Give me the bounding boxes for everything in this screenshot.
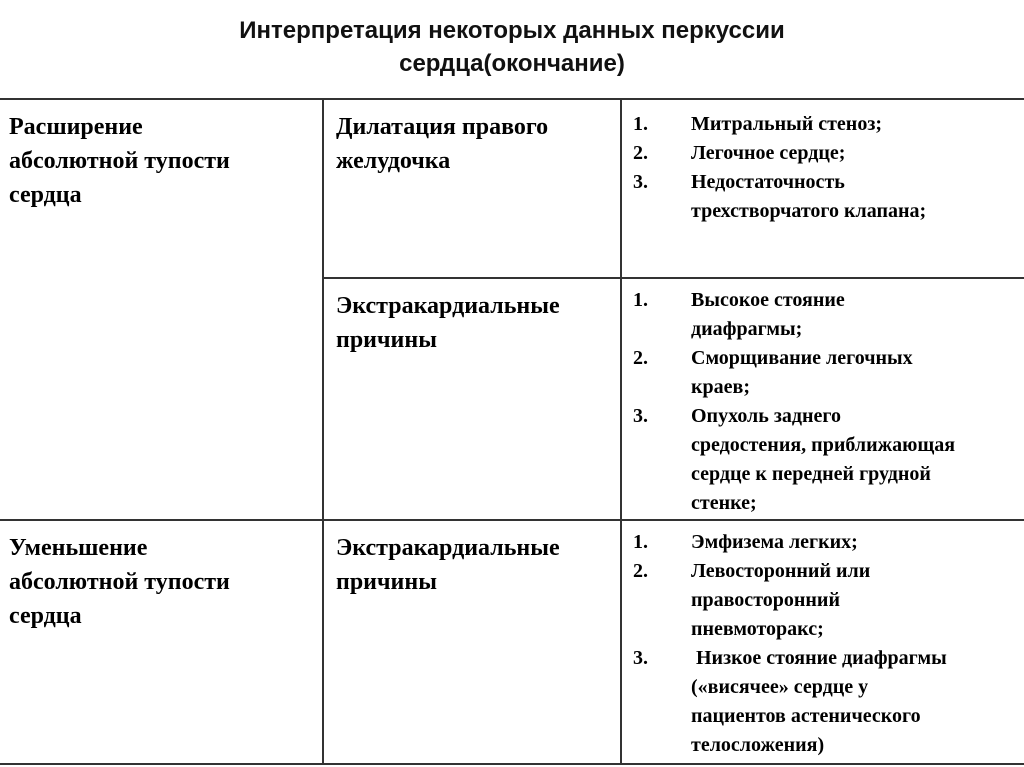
cause-cell-right-ventricle-dilation bbox=[324, 100, 620, 277]
list-item-number: 1. bbox=[633, 113, 648, 135]
list-item bbox=[622, 557, 1024, 644]
category-label: Уменьшение bbox=[9, 535, 148, 561]
list-item-text: пациентов астенического bbox=[691, 705, 921, 727]
list-item-text: телосложения) bbox=[691, 734, 825, 756]
list-item-number: 1. bbox=[633, 531, 648, 553]
list-item-number: 3. bbox=[633, 647, 648, 669]
list-item-text: трехстворчатого клапана; bbox=[691, 200, 927, 222]
list-item-text: Легочное сердце; bbox=[691, 142, 846, 164]
cause-label: Экстракардиальные bbox=[336, 535, 560, 561]
list-item bbox=[622, 286, 1024, 344]
list-item-text: Высокое стояние bbox=[691, 289, 845, 311]
cause-cell-extracardiac bbox=[324, 279, 620, 519]
list-item bbox=[622, 644, 1024, 760]
list-item-text: Эмфизема легких; bbox=[691, 531, 858, 553]
list-item bbox=[622, 139, 1024, 168]
list-item bbox=[622, 344, 1024, 402]
list-item-number: 1. bbox=[633, 289, 648, 311]
slide-title bbox=[0, 14, 1024, 80]
cause-label: желудочка bbox=[336, 148, 451, 174]
category-label: сердца bbox=[9, 182, 82, 208]
percussion-interpretation-table bbox=[0, 98, 1024, 765]
list-item bbox=[622, 168, 1024, 226]
conditions-list bbox=[622, 286, 1024, 518]
conditions-list bbox=[622, 528, 1024, 760]
list-item-text: правосторонний bbox=[691, 589, 840, 611]
cause-label: Дилатация правого bbox=[336, 114, 549, 140]
list-item-text: диафрагмы; bbox=[691, 318, 803, 340]
list-item-text: Митральный стеноз; bbox=[691, 113, 883, 135]
table-bottom-border bbox=[0, 763, 1024, 765]
conditions-cell bbox=[622, 528, 1024, 763]
category-cell-expansion bbox=[0, 100, 322, 519]
category-label: Расширение bbox=[9, 114, 143, 140]
slide-title-line-2: сердца(окончание) bbox=[399, 50, 625, 77]
list-item bbox=[622, 402, 1024, 518]
cause-label: Экстракардиальные bbox=[336, 293, 560, 319]
list-item-number: 2. bbox=[633, 347, 648, 369]
list-item-text: средостения, приближающая bbox=[691, 434, 956, 456]
list-item-number: 2. bbox=[633, 142, 648, 164]
list-item-text: Сморщивание легочных bbox=[691, 347, 913, 369]
list-item-number: 3. bbox=[633, 171, 648, 193]
list-item-text: Опухоль заднего bbox=[691, 405, 841, 427]
list-item bbox=[622, 110, 1024, 139]
conditions-cell bbox=[622, 110, 1024, 277]
list-item-text: («висячее» сердце у bbox=[691, 676, 869, 698]
list-item-text: стенке; bbox=[691, 492, 757, 514]
list-item-number: 3. bbox=[633, 405, 648, 427]
list-item-text: пневмоторакс; bbox=[691, 618, 824, 640]
list-item-text: Левосторонний или bbox=[691, 560, 871, 582]
cause-label: причины bbox=[336, 327, 437, 353]
cause-cell-extracardiac bbox=[324, 521, 620, 763]
list-item bbox=[622, 528, 1024, 557]
list-item-text: Недостаточность bbox=[691, 171, 845, 193]
list-item-text: краев; bbox=[691, 376, 750, 398]
slide-title-line-1: Интерпретация некоторых данных перкуссии bbox=[239, 17, 785, 44]
list-item-number: 2. bbox=[633, 560, 648, 582]
category-label: сердца bbox=[9, 603, 82, 629]
list-item-text: Низкое стояние диафрагмы bbox=[691, 647, 947, 669]
category-cell-reduction bbox=[0, 521, 322, 763]
conditions-cell bbox=[622, 286, 1024, 519]
category-label: абсолютной тупости bbox=[9, 148, 230, 174]
list-item-text: сердце к передней грудной bbox=[691, 463, 931, 485]
category-label: абсолютной тупости bbox=[9, 569, 230, 595]
cause-label: причины bbox=[336, 569, 437, 595]
conditions-list bbox=[622, 110, 1024, 226]
